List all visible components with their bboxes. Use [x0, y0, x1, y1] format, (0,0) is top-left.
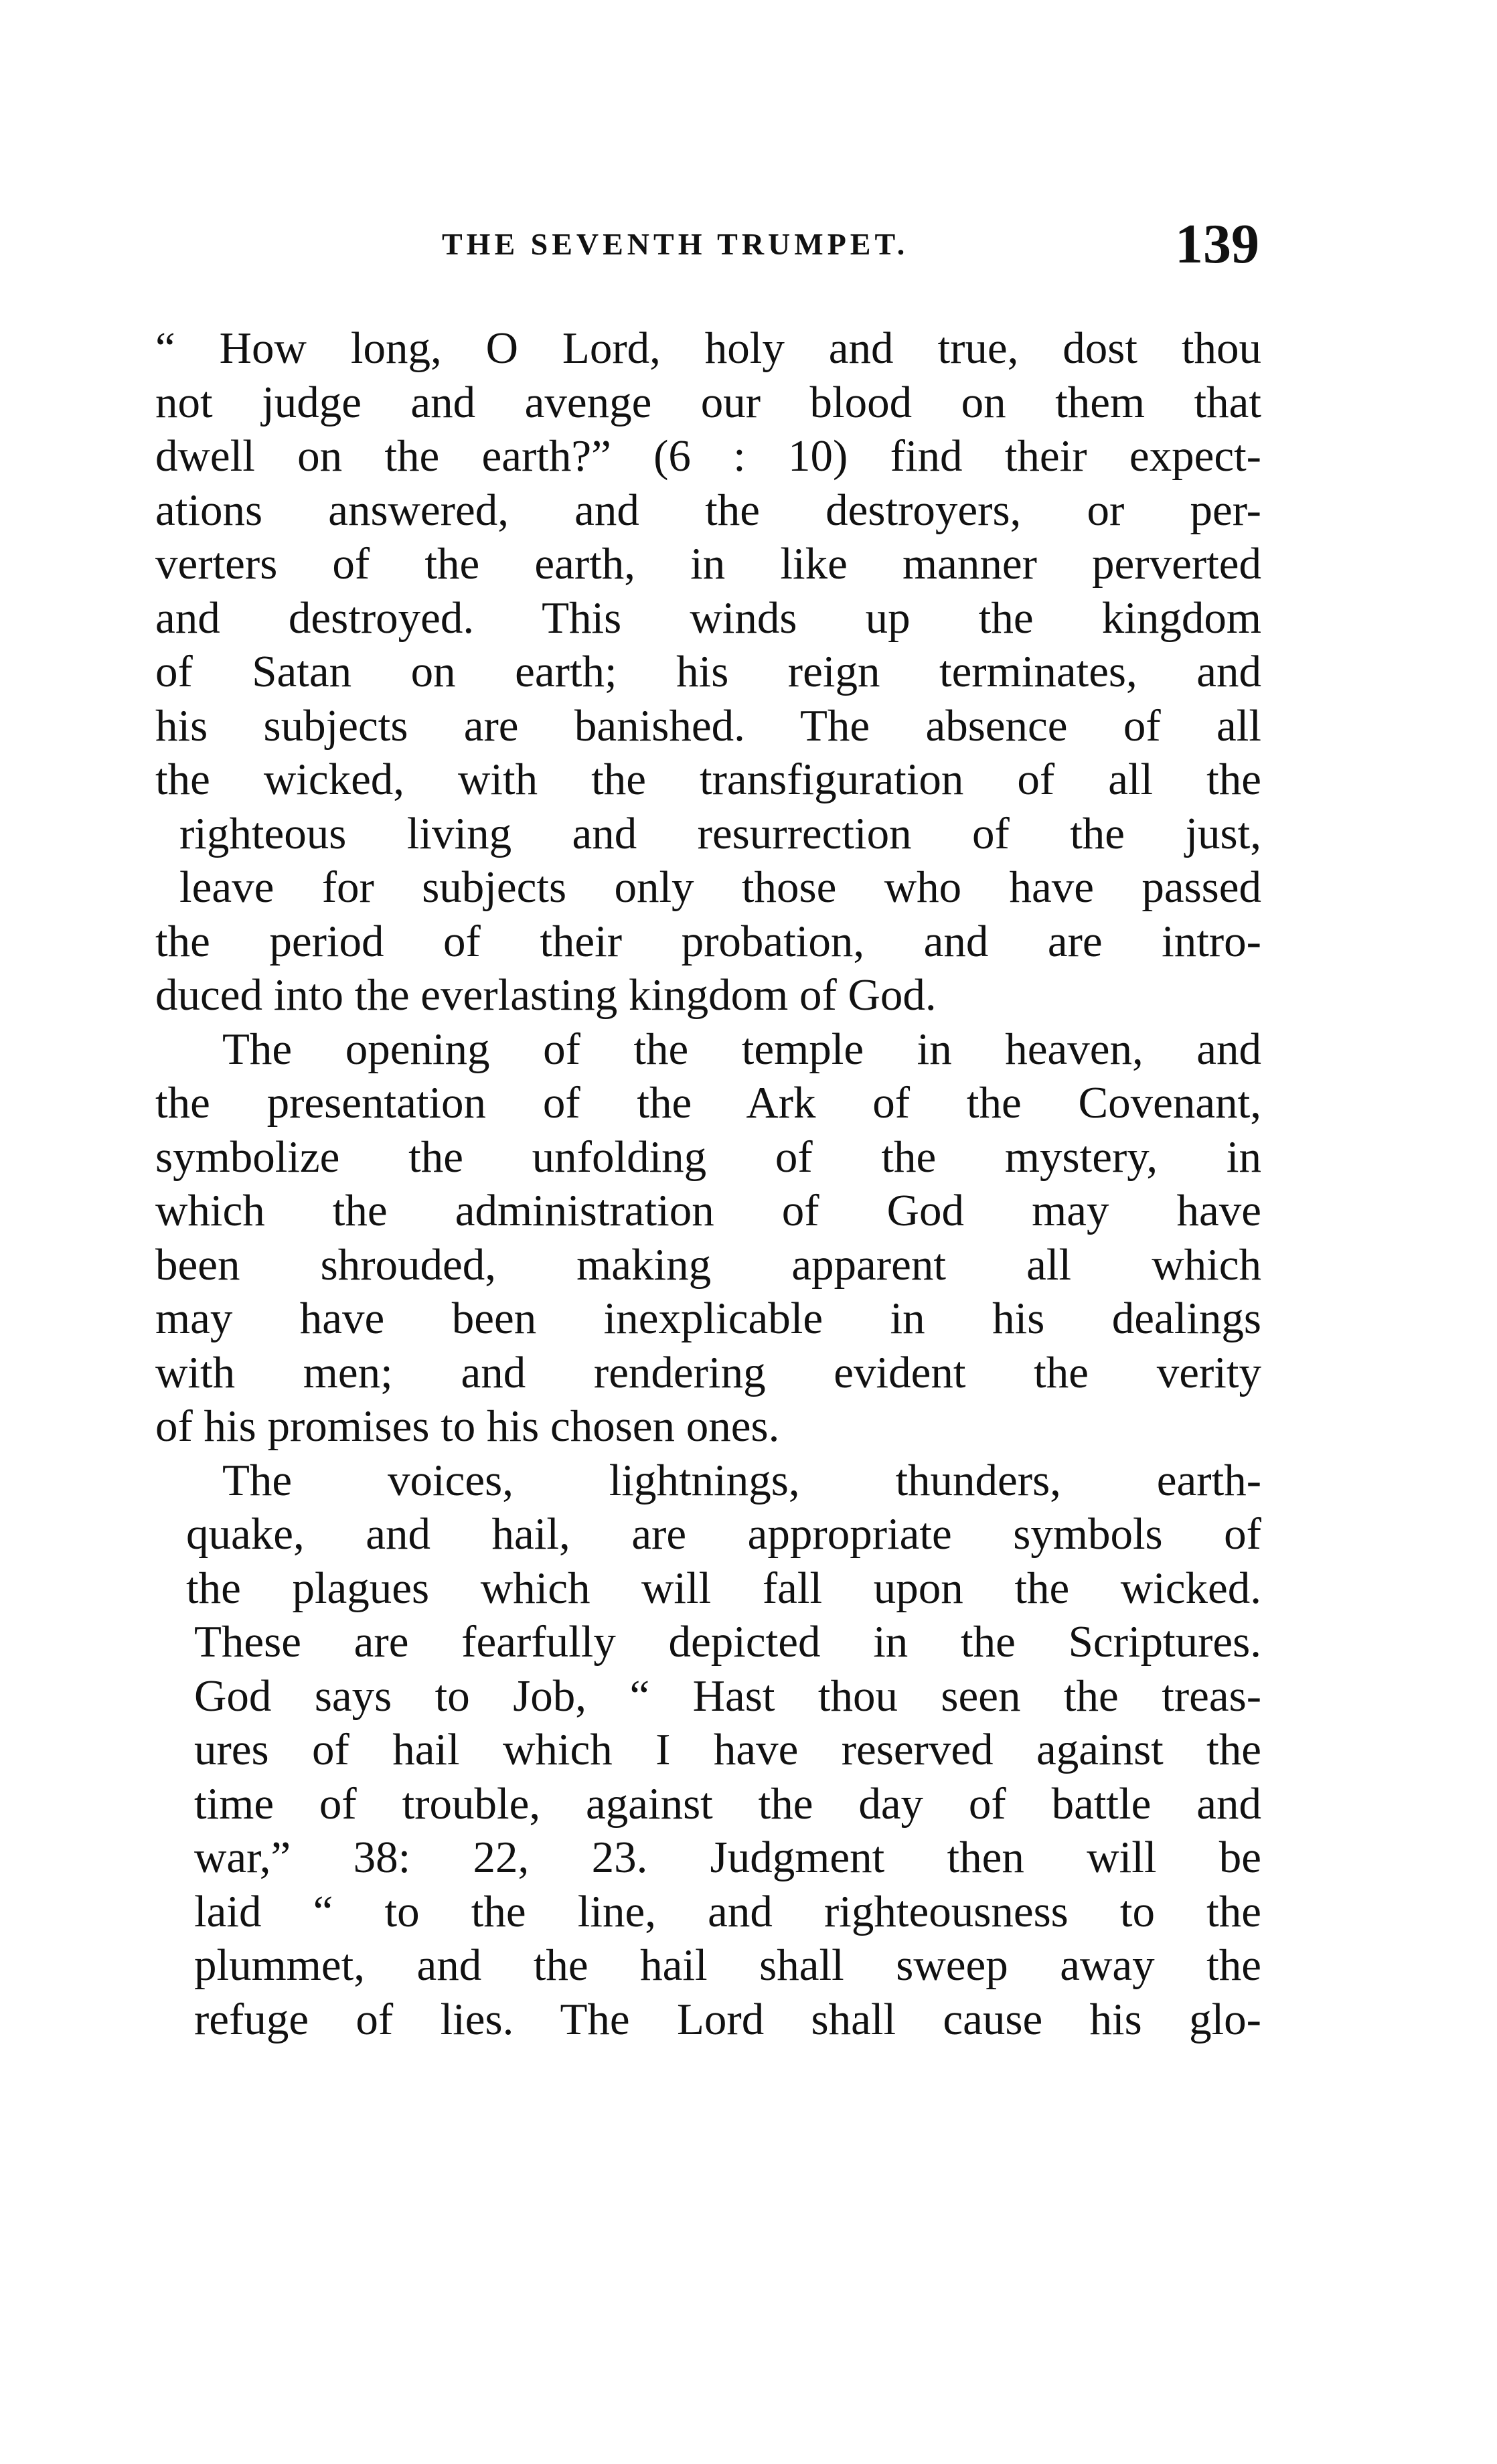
text-line: duced into the everlasting kingdom of God.	[155, 970, 937, 1020]
text-line: the period of their probation, and are intro-	[155, 916, 1261, 966]
text-line: not judge and avenge our blood on them that	[155, 377, 1261, 427]
paragraph-start-line: The voices, lightnings, thunders, earth-	[222, 1455, 1261, 1505]
text-line: time of trouble, against the day of battle and	[194, 1778, 1261, 1829]
text-line: plummet, and the hail shall sweep away the	[194, 1940, 1261, 1990]
text-line: the plagues which will fall upon the wicked.	[186, 1563, 1261, 1613]
text-line: ations answered, and the destroyers, or per-	[155, 485, 1261, 535]
text-line: ures of hail which I have reserved against the	[194, 1725, 1261, 1774]
text-line: refuge of lies. The Lord shall cause his glo-	[194, 1994, 1261, 2044]
text-line: symbolize the unfolding of the mystery, in	[155, 1132, 1261, 1182]
text-line: may have been inexplicable in his dealings	[155, 1294, 1261, 1343]
text-line: God says to Job, “ Hast thou seen the treas-	[194, 1671, 1261, 1721]
text-line: been shrouded, making apparent all which	[155, 1239, 1261, 1290]
text-line: and destroyed. This winds up the kingdom	[155, 593, 1261, 643]
text-line: righteous living and resurrection of the just,	[179, 808, 1261, 858]
text-line: the presentation of the Ark of the Covenant,	[155, 1078, 1261, 1128]
text-line: his subjects are banished. The absence of all	[155, 700, 1261, 751]
text-line: of his promises to his chosen ones.	[155, 1401, 780, 1451]
text-line: which the administration of God may have	[155, 1186, 1261, 1235]
text-line: the wicked, with the transfiguration of all the	[155, 755, 1261, 804]
paragraph-start-line: The opening of the temple in heaven, and	[222, 1024, 1261, 1074]
text-line: with men; and rendering evident the verity	[155, 1347, 1261, 1397]
text-line: These are fearfully depicted in the Scriptures.	[194, 1617, 1261, 1667]
text-line: “ How long, O Lord, holy and true, dost thou	[155, 323, 1261, 373]
text-line: of Satan on earth; his reign terminates, and	[155, 647, 1261, 696]
text-line: leave for subjects only those who have passed	[179, 862, 1261, 912]
text-line: war,” 38: 22, 23. Judgment then will be	[194, 1833, 1261, 1882]
running-title: THE SEVENTH TRUMPET.	[442, 227, 909, 261]
running-head	[0, 213, 1497, 275]
body-text	[155, 321, 1261, 2046]
text-line: quake, and hail, are appropriate symbols of	[186, 1509, 1261, 1559]
text-line: dwell on the earth?” (6 : 10) find their expect-	[155, 431, 1261, 481]
text-line: laid “ to the line, and righteousness to the	[194, 1886, 1261, 1936]
page-number: 139	[1175, 213, 1259, 275]
text-line: verters of the earth, in like manner perverted	[155, 539, 1261, 589]
